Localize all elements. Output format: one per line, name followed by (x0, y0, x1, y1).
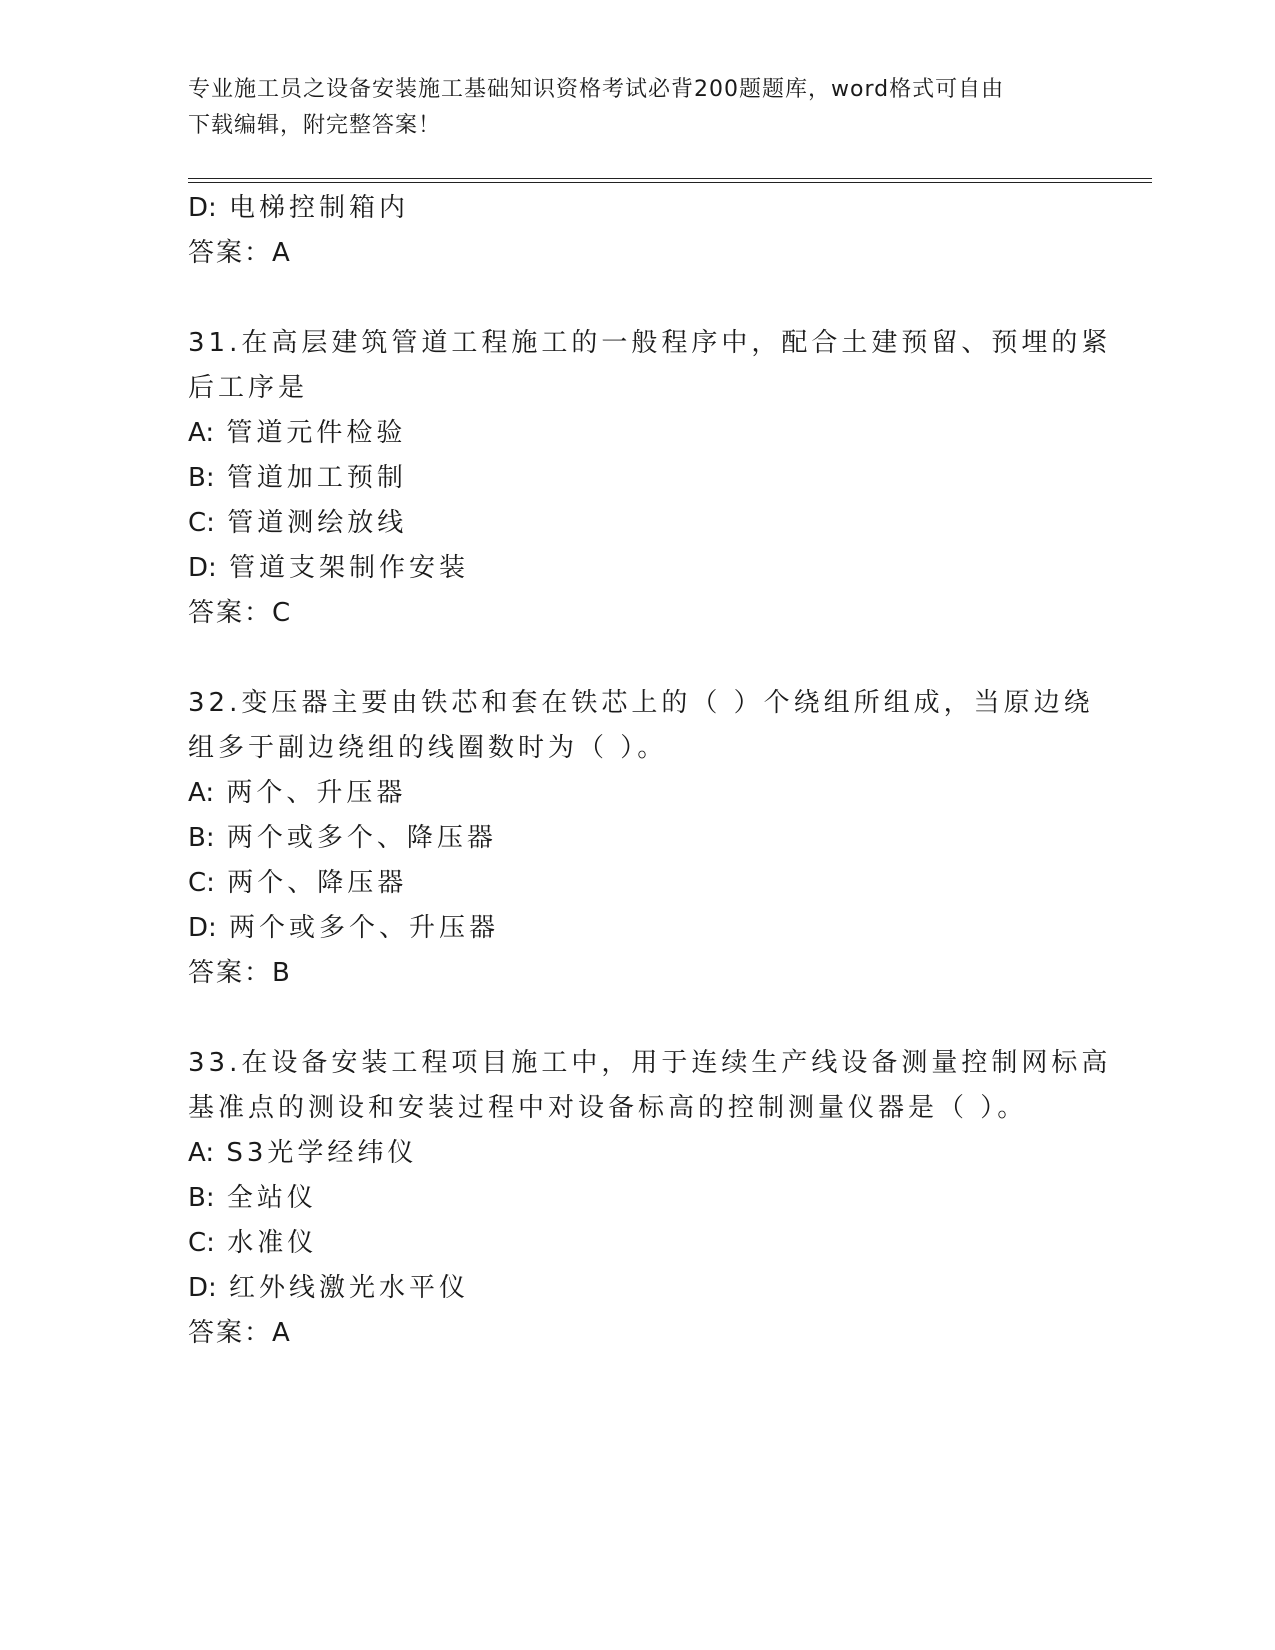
question-32-answer (188, 958, 290, 988)
question-33-option-d (188, 1273, 469, 1303)
option-key: D: (188, 553, 217, 583)
option-key: B: (188, 1183, 215, 1213)
option-text: 管道元件检验 (226, 418, 407, 448)
question-32-option-b (188, 823, 497, 853)
question-32-option-c (188, 868, 407, 898)
question-32-stem-line-2: 组多于副边绕组的线圈数时为（ ）。 (188, 733, 668, 763)
option-key: D: (188, 1273, 217, 1303)
question-33-option-a (188, 1138, 417, 1168)
question-32-stem-line-1: 32.变压器主要由铁芯和套在铁芯上的（ ）个绕组所组成，当原边绕 (188, 688, 1094, 718)
header-divider-top (188, 178, 1152, 179)
carryover-option-d (188, 193, 409, 223)
document-header (188, 72, 1088, 144)
answer-value: A (272, 238, 290, 268)
question-31-option-c (188, 508, 407, 538)
option-text: 全站仪 (226, 1183, 317, 1213)
question-31-stem-line-2: 后工序是 (188, 373, 309, 403)
answer-value: B (272, 958, 290, 988)
option-key: B: (188, 463, 215, 493)
option-key: D: (188, 913, 217, 943)
option-text: 两个或多个、升压器 (229, 913, 500, 943)
option-text: 红外线激光水平仪 (229, 1273, 470, 1303)
question-31-option-a (188, 418, 406, 448)
option-key: A: (188, 778, 215, 808)
question-31-answer (188, 598, 290, 628)
answer-label: 答案： (188, 1318, 273, 1348)
question-33-option-c (188, 1228, 317, 1258)
option-key: A: (188, 418, 215, 448)
question-33-stem-line-2: 基准点的测设和安装过程中对设备标高的控制测量仪器是（ ）。 (188, 1093, 1028, 1123)
question-32-option-a (188, 778, 406, 808)
option-text: S3光学经纬仪 (226, 1138, 418, 1168)
option-key: D: (188, 193, 217, 223)
question-31-stem-line-1: 31.在高层建筑管道工程施工的一般程序中，配合土建预留、预埋的紧 (188, 328, 1112, 358)
answer-label: 答案： (188, 598, 273, 628)
option-key: C: (188, 1228, 215, 1258)
question-33-option-b (188, 1183, 317, 1213)
header-divider-bottom (188, 182, 1152, 183)
option-key: A: (188, 1138, 215, 1168)
answer-label: 答案： (188, 238, 273, 268)
option-text: 水准仪 (227, 1228, 318, 1258)
question-31-option-b (188, 463, 407, 493)
answer-label: 答案： (188, 958, 273, 988)
option-text: 管道测绘放线 (227, 508, 408, 538)
answer-value: A (272, 1318, 290, 1348)
option-text: 管道加工预制 (226, 463, 407, 493)
question-32-option-d (188, 913, 499, 943)
answer-value: C (272, 598, 291, 628)
header-line-1: 专业施工员之设备安装施工基础知识资格考试必背200题题库，word格式可自由 (188, 77, 1005, 102)
option-text: 管道支架制作安装 (229, 553, 470, 583)
question-31-option-d (188, 553, 469, 583)
option-text: 两个或多个、降压器 (226, 823, 497, 853)
question-33-stem-line-1: 33.在设备安装工程项目施工中，用于连续生产线设备测量控制网标高 (188, 1048, 1112, 1078)
question-33-answer (188, 1318, 290, 1348)
option-text: 电梯控制箱内 (229, 193, 410, 223)
header-line-2: 下载编辑，附完整答案！ (188, 113, 442, 138)
option-key: B: (188, 823, 215, 853)
option-text: 两个、升压器 (226, 778, 407, 808)
option-text: 两个、降压器 (227, 868, 408, 898)
carryover-answer (188, 238, 290, 268)
option-key: C: (188, 868, 215, 898)
option-key: C: (188, 508, 215, 538)
